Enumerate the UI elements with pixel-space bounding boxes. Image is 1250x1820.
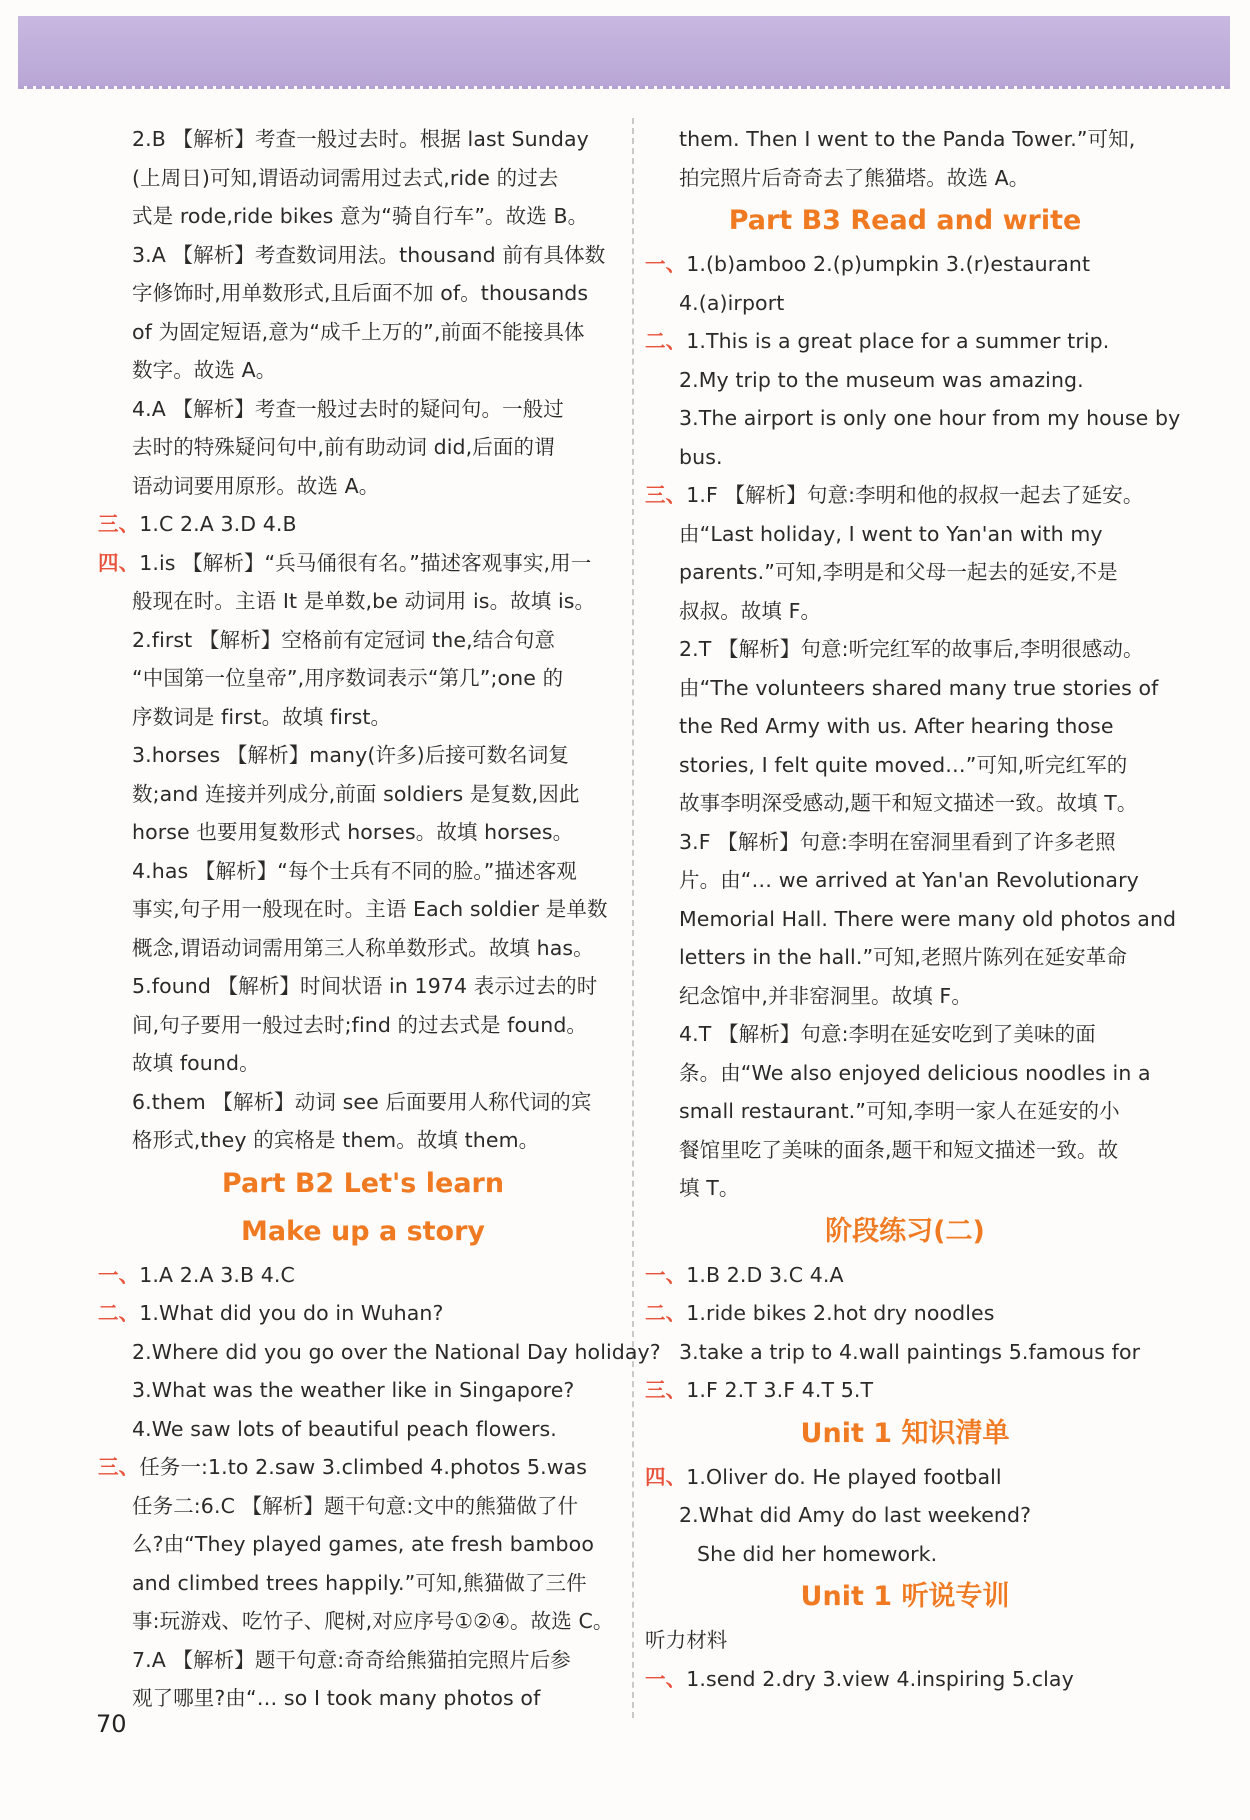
header-band bbox=[18, 16, 1230, 86]
answer-line bbox=[98, 197, 628, 236]
answer-text: them. Then I went to the Panda Tower.”可知, bbox=[679, 127, 1136, 151]
answer-line bbox=[645, 784, 1165, 823]
answer-line bbox=[98, 1083, 628, 1122]
section-numeral: 一、 bbox=[645, 1262, 687, 1287]
answer-line bbox=[645, 1092, 1165, 1131]
answer-text: 6.them 【解析】动词 see 后面要用人称代词的宾 bbox=[132, 1089, 592, 1114]
answer-line bbox=[98, 1641, 628, 1680]
answer-text: 1.What did you do in Wuhan? bbox=[139, 1301, 444, 1325]
answer-line bbox=[645, 438, 1165, 477]
answer-text: 序数词是 first。故填 first。 bbox=[132, 704, 392, 729]
section-numeral: 三、 bbox=[645, 1378, 687, 1402]
answer-line bbox=[98, 621, 628, 660]
answer-text: 1.This is a great place for a summer trip. bbox=[686, 329, 1110, 353]
answer-line bbox=[645, 977, 1165, 1016]
answer-text: 去时的特殊疑问句中,前有助动词 did,后面的谓 bbox=[132, 435, 555, 459]
answer-line bbox=[645, 707, 1165, 746]
answer-text: 3.F 【解析】句意:李明在窑洞里看到了许多老照 bbox=[679, 829, 1116, 854]
answer-text: 2.My trip to the museum was amazing. bbox=[679, 367, 1084, 392]
answer-text: letters in the hall.”可知,老照片陈列在延安革命 bbox=[679, 945, 1127, 969]
section-numeral: 三、 bbox=[98, 1455, 140, 1479]
answer-line bbox=[98, 1602, 628, 1641]
answer-text: 事实,句子用一般现在时。主语 Each soldier 是单数 bbox=[132, 897, 608, 921]
answer-text: 任务一:1.to 2.saw 3.climbed 4.photos 5.was bbox=[139, 1455, 588, 1479]
answer-line bbox=[645, 476, 1165, 515]
answer-text: 观了哪里?由“… so I took many photos of bbox=[132, 1686, 541, 1710]
answer-line bbox=[98, 428, 628, 467]
answer-line bbox=[98, 274, 628, 313]
answer-line bbox=[98, 775, 628, 814]
section-numeral: 二、 bbox=[645, 329, 687, 353]
answer-line bbox=[645, 120, 1165, 159]
answer-text: 餐馆里吃了美味的面条,题干和短文描述一致。故 bbox=[679, 1137, 1119, 1162]
answer-line bbox=[645, 900, 1177, 939]
section-numeral: 二、 bbox=[98, 1301, 140, 1325]
answer-text: 拍完照片后奇奇去了熊猫塔。故选 A。 bbox=[679, 165, 1030, 190]
answer-text: 数;and 连接并列成分,前面 soldiers 是复数,因此 bbox=[132, 781, 580, 806]
answer-text: stories, I felt quite moved…”可知,听完红军的 bbox=[679, 752, 1128, 777]
answer-text: 叔叔。故填 F。 bbox=[679, 598, 822, 623]
answer-line bbox=[645, 1256, 1165, 1295]
section-numeral: 四、 bbox=[98, 550, 140, 575]
answer-text: 1.B 2.D 3.C 4.A bbox=[686, 1262, 844, 1287]
answer-line bbox=[98, 1371, 628, 1410]
answer-line bbox=[645, 746, 1165, 785]
page-number: 70 bbox=[96, 1710, 127, 1738]
answer-line bbox=[98, 351, 628, 390]
answer-text: 5.found 【解析】时间状语 in 1974 表示过去的时 bbox=[132, 974, 598, 998]
answer-line bbox=[645, 284, 1165, 323]
answer-text: 4.A 【解析】考查一般过去时的疑问句。一般过 bbox=[132, 396, 564, 421]
section-title: Unit 1 听说专训 bbox=[800, 1581, 1010, 1612]
answer-text: parents.”可知,李明是和父母一起去的延安,不是 bbox=[679, 560, 1118, 584]
answer-text: 1.F 【解析】句意:李明和他的叔叔一起去了延安。 bbox=[686, 483, 1144, 507]
answer-line bbox=[98, 1410, 628, 1449]
answer-text: 4.(a)irport bbox=[679, 290, 785, 315]
answer-text: 概念,谓语动词需用第三人称单数形式。故填 has。 bbox=[132, 935, 594, 960]
answer-line bbox=[645, 1458, 1165, 1497]
answer-line bbox=[645, 592, 1165, 631]
answer-line bbox=[98, 659, 628, 698]
answer-line bbox=[645, 1660, 1165, 1699]
section-title: Part B2 Let's learn bbox=[221, 1167, 505, 1199]
answer-line bbox=[645, 823, 1165, 862]
answer-line bbox=[98, 1294, 628, 1333]
answer-text: She did her homework. bbox=[697, 1541, 938, 1566]
answer-line bbox=[98, 1121, 628, 1160]
answer-text: 事:玩游戏、吃竹子、爬树,对应序号①②④。故选 C。 bbox=[132, 1609, 614, 1633]
answer-text: 任务二:6.C 【解析】题干句意:文中的熊猫做了什 bbox=[132, 1493, 579, 1518]
answer-line bbox=[645, 1054, 1165, 1093]
answer-text: 1.A 2.A 3.B 4.C bbox=[139, 1262, 295, 1287]
answer-line bbox=[98, 1525, 628, 1564]
answer-line bbox=[98, 120, 628, 159]
answer-line bbox=[645, 861, 1165, 900]
answer-text: 语动词要用原形。故选 A。 bbox=[132, 473, 380, 498]
answer-text: 由“Last holiday, I went to Yan'an with my bbox=[679, 521, 1103, 546]
answer-line bbox=[98, 967, 628, 1006]
answer-line bbox=[645, 515, 1165, 554]
answer-text: 1.send 2.dry 3.view 4.inspiring 5.clay bbox=[686, 1666, 1074, 1691]
answer-text: 1.C 2.A 3.D 4.B bbox=[139, 512, 297, 536]
answer-text: 3.A 【解析】考查数词用法。thousand 前有具体数 bbox=[132, 242, 606, 267]
answer-line bbox=[645, 1015, 1165, 1054]
answer-line bbox=[645, 1169, 1165, 1208]
section-numeral: 一、 bbox=[645, 1666, 687, 1691]
answer-text: the Red Army with us. After hearing those bbox=[679, 714, 1114, 738]
answer-text: 3.The airport is only one hour from my house by bbox=[679, 406, 1181, 430]
answer-line bbox=[98, 929, 628, 968]
answer-text: 1.Oliver do. He played football bbox=[686, 1464, 1002, 1489]
answer-text: 式是 rode,ride bikes 意为“骑自行车”。故选 B。 bbox=[132, 204, 589, 228]
answer-text: 2.What did Amy do last weekend? bbox=[679, 1503, 1032, 1527]
answer-text: 字修饰时,用单数形式,且后面不加 of。thousands bbox=[132, 281, 589, 305]
answer-text: 4.T 【解析】句意:李明在延安吃到了美味的面 bbox=[679, 1022, 1096, 1046]
answer-line bbox=[98, 467, 628, 506]
answer-text: 3.What was the weather like in Singapore? bbox=[132, 1378, 575, 1402]
right-column bbox=[645, 120, 1181, 1698]
answer-line bbox=[98, 159, 628, 198]
answer-line bbox=[98, 890, 628, 929]
answer-line bbox=[98, 236, 628, 275]
answer-text: 1.ride bikes 2.hot dry noodles bbox=[686, 1301, 995, 1325]
answer-line bbox=[645, 1535, 1165, 1574]
answer-line bbox=[645, 361, 1165, 400]
answer-line bbox=[98, 1448, 628, 1487]
answer-line bbox=[98, 1679, 628, 1718]
answer-text: 般现在时。主语 It 是单数,be 动词用 is。故填 is。 bbox=[132, 589, 596, 613]
answer-text: 1.(b)amboo 2.(p)umpkin 3.(r)estaurant bbox=[686, 252, 1091, 276]
answer-line bbox=[98, 813, 628, 852]
answer-text: 2.Where did you go over the National Day holiday? bbox=[132, 1339, 661, 1364]
answer-text: 由“The volunteers shared many true stories of bbox=[679, 675, 1159, 700]
answer-text: 填 T。 bbox=[679, 1176, 740, 1200]
answer-line bbox=[645, 1496, 1165, 1535]
answer-text: 纪念馆中,并非窑洞里。故填 F。 bbox=[679, 983, 972, 1008]
answer-line bbox=[98, 582, 628, 621]
answer-line bbox=[645, 630, 1165, 669]
answer-text: Memorial Hall. There were many old photos and bbox=[679, 906, 1177, 931]
section-title: Part B3 Read and write bbox=[728, 205, 1082, 236]
left-column bbox=[98, 120, 661, 1718]
answer-text: 片。由“… we arrived at Yan'an Revolutionary bbox=[679, 868, 1139, 892]
answer-text: and climbed trees happily.”可知,熊猫做了三件 bbox=[132, 1570, 587, 1595]
answer-line bbox=[645, 669, 1165, 708]
answer-text: bus. bbox=[679, 444, 723, 469]
answer-line bbox=[98, 1487, 628, 1526]
answer-text: 4.We saw lots of beautiful peach flowers. bbox=[132, 1416, 557, 1441]
answer-text: 1.F 2.T 3.F 4.T 5.T bbox=[686, 1378, 874, 1402]
answer-text: 2.B 【解析】考查一般过去时。根据 last Sunday bbox=[132, 127, 589, 151]
answer-text: 听力材料 bbox=[645, 1628, 728, 1652]
answer-line bbox=[98, 390, 628, 429]
answer-line bbox=[645, 553, 1165, 592]
answer-line bbox=[98, 1006, 628, 1045]
answer-text: 3.take a trip to 4.wall paintings 5.famous for bbox=[679, 1339, 1141, 1364]
section-numeral: 三、 bbox=[98, 512, 140, 536]
section-title: Make up a story bbox=[240, 1215, 486, 1247]
answer-line bbox=[98, 1564, 628, 1603]
answer-line bbox=[645, 1371, 1165, 1410]
answer-line bbox=[98, 736, 628, 775]
section-title: 阶段练习(二) bbox=[825, 1215, 985, 1247]
answer-text: 条。由“We also enjoyed delicious noodles in a bbox=[679, 1060, 1151, 1085]
answer-text: 1.is 【解析】“兵马俑很有名。”描述客观事实,用一 bbox=[139, 550, 592, 575]
answer-line bbox=[645, 399, 1181, 438]
answer-text: horse 也要用复数形式 horses。故填 horses。 bbox=[132, 820, 574, 844]
answer-line bbox=[645, 938, 1165, 977]
section-numeral: 一、 bbox=[98, 1262, 140, 1287]
answer-line bbox=[645, 1333, 1165, 1372]
answer-text: 么?由“They played games, ate fresh bamboo bbox=[132, 1532, 594, 1556]
section-numeral: 二、 bbox=[645, 1301, 687, 1325]
answer-line bbox=[645, 1294, 1165, 1333]
section-numeral: 三、 bbox=[645, 483, 687, 507]
answer-line bbox=[645, 245, 1165, 284]
answer-text: 格形式,they 的宾格是 them。故填 them。 bbox=[132, 1128, 540, 1152]
answer-text: 数字。故选 A。 bbox=[132, 358, 277, 382]
answer-line bbox=[98, 1256, 628, 1295]
answer-text: 3.horses 【解析】many(许多)后接可数名词复 bbox=[132, 743, 569, 767]
section-title: Unit 1 知识清单 bbox=[800, 1417, 1010, 1449]
answer-text: (上周日)可知,谓语动词需用过去式,ride 的过去 bbox=[132, 165, 559, 190]
answer-line bbox=[645, 159, 1165, 198]
answer-line bbox=[98, 313, 628, 352]
answer-line bbox=[645, 322, 1165, 361]
answer-line bbox=[645, 1131, 1165, 1170]
answer-text: 7.A 【解析】题干句意:奇奇给熊猫拍完照片后参 bbox=[132, 1647, 571, 1672]
answer-line bbox=[98, 698, 628, 737]
answer-text: of 为固定短语,意为“成千上万的”,前面不能接具体 bbox=[132, 319, 585, 344]
column-divider bbox=[632, 118, 634, 1718]
answer-line bbox=[645, 1621, 1165, 1660]
answer-line bbox=[98, 1044, 628, 1083]
answer-line bbox=[98, 852, 628, 891]
header-dashed-divider bbox=[18, 86, 1230, 89]
answer-line bbox=[98, 1333, 661, 1372]
section-numeral: 四、 bbox=[645, 1464, 687, 1489]
answer-text: 2.T 【解析】句意:听完红军的故事后,李明很感动。 bbox=[679, 637, 1144, 661]
answer-text: 间,句子要用一般过去时;find 的过去式是 found。 bbox=[132, 1012, 588, 1037]
answer-text: 故事李明深受感动,题干和短文描述一致。故填 T。 bbox=[679, 791, 1138, 815]
answer-line bbox=[98, 544, 628, 583]
answer-text: small restaurant.”可知,李明一家人在延安的小 bbox=[679, 1099, 1120, 1123]
answer-line bbox=[98, 505, 628, 544]
answer-text: “中国第一位皇帝”,用序数词表示“第几”;one 的 bbox=[132, 666, 564, 690]
answer-text: 2.first 【解析】空格前有定冠词 the,结合句意 bbox=[132, 627, 556, 652]
answer-text: 故填 found。 bbox=[132, 1051, 260, 1075]
section-numeral: 一、 bbox=[645, 252, 687, 276]
answer-text: 4.has 【解析】“每个士兵有不同的脸。”描述客观 bbox=[132, 858, 577, 883]
